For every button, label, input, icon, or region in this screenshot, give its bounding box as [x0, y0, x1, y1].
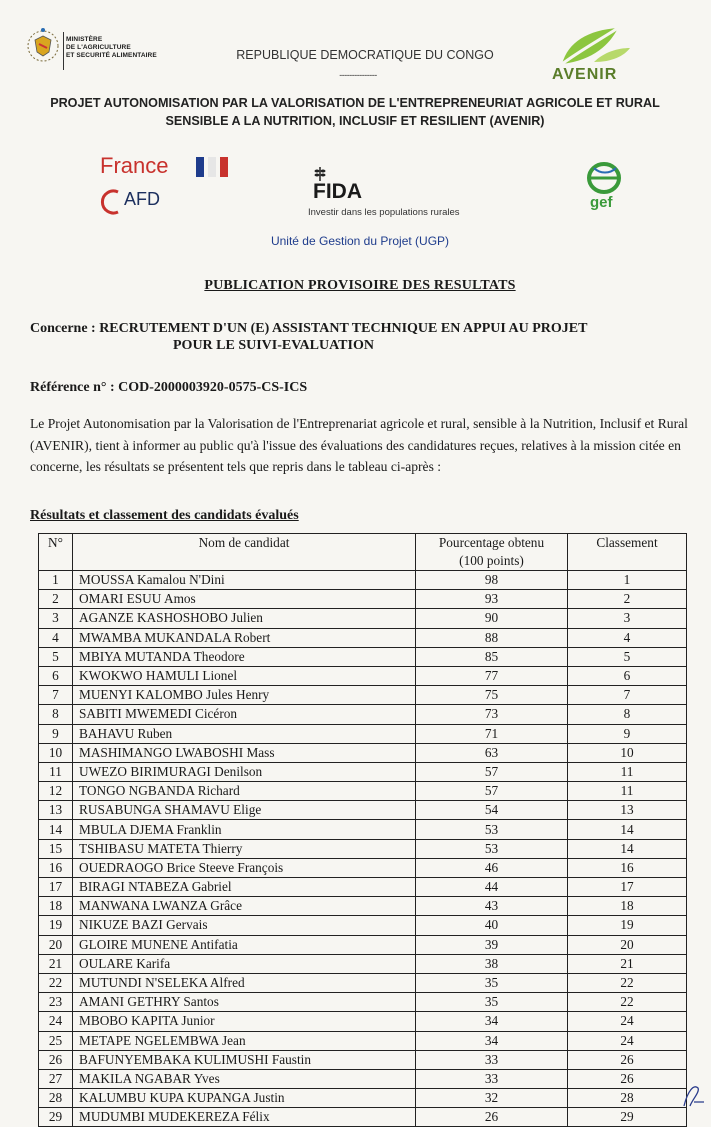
cell-percentage: 85 — [416, 647, 568, 666]
french-flag-icon — [196, 157, 230, 177]
afd-logo — [100, 188, 230, 222]
cell-num: 28 — [39, 1089, 73, 1108]
cell-percentage: 33 — [416, 1069, 568, 1088]
cell-num: 2 — [39, 590, 73, 609]
table-title: Résultats et classement des candidats évalués — [30, 508, 299, 523]
header-rank: Classement — [568, 534, 687, 571]
avenir-logo — [548, 22, 643, 84]
table-row — [39, 628, 687, 647]
cell-rank: 29 — [568, 1108, 687, 1127]
cell-percentage: 32 — [416, 1089, 568, 1108]
cell-percentage: 54 — [416, 801, 568, 820]
table-row — [39, 705, 687, 724]
cell-percentage: 57 — [416, 782, 568, 801]
table-row — [39, 782, 687, 801]
cell-name: KALUMBU KUPA KUPANGA Justin — [73, 1089, 416, 1108]
cell-rank: 1 — [568, 571, 687, 590]
cell-num: 26 — [39, 1050, 73, 1069]
table-row — [39, 724, 687, 743]
cell-name: MUENYI KALOMBO Jules Henry — [73, 686, 416, 705]
cell-rank: 4 — [568, 628, 687, 647]
cell-percentage: 75 — [416, 686, 568, 705]
cell-percentage: 88 — [416, 628, 568, 647]
ministry-line-2: DE L'AGRICULTURE — [66, 44, 131, 51]
cell-rank: 11 — [568, 762, 687, 781]
cell-name: MWAMBA MUKANDALA Robert — [73, 628, 416, 647]
cell-num: 18 — [39, 897, 73, 916]
country-title: REPUBLIQUE DEMOCRATIQUE DU CONGO — [236, 48, 494, 62]
cell-percentage: 35 — [416, 993, 568, 1012]
cell-rank: 14 — [568, 820, 687, 839]
project-title: PROJET AUTONOMISATION PAR LA VALORISATION DE L'ENTREPRENEURIAT AGRICOLE ET RURAL SENSIBLE A LA NUTRITION, INCLUSIF ET RESILIENT (AVENIR) — [50, 96, 660, 128]
ministry-logo-block — [24, 14, 174, 74]
cell-percentage: 34 — [416, 1012, 568, 1031]
cell-rank: 14 — [568, 839, 687, 858]
cell-rank: 22 — [568, 973, 687, 992]
table-row — [39, 897, 687, 916]
country-divider: --------------- — [339, 70, 377, 80]
cell-name: TONGO NGBANDA Richard — [73, 782, 416, 801]
cell-rank: 7 — [568, 686, 687, 705]
cell-rank: 26 — [568, 1069, 687, 1088]
cell-name: MAKILA NGABAR Yves — [73, 1069, 416, 1088]
cell-num: 5 — [39, 647, 73, 666]
table-row — [39, 609, 687, 628]
table-row — [39, 1069, 687, 1088]
cell-name: MANWANA LWANZA Grâce — [73, 897, 416, 916]
cell-percentage: 44 — [416, 878, 568, 897]
cell-percentage: 73 — [416, 705, 568, 724]
gef-globe-icon — [582, 160, 626, 196]
table-row — [39, 839, 687, 858]
gef-logo — [580, 160, 635, 220]
table-row — [39, 954, 687, 973]
cell-rank: 13 — [568, 801, 687, 820]
cell-num: 17 — [39, 878, 73, 897]
cell-name: GLOIRE MUNENE Antifatia — [73, 935, 416, 954]
table-row — [39, 916, 687, 935]
cell-name: BIRAGI NTABEZA Gabriel — [73, 878, 416, 897]
cell-num: 24 — [39, 1012, 73, 1031]
header-percentage-line-2: (100 points) — [459, 553, 524, 568]
table-row — [39, 1012, 687, 1031]
table-row — [39, 1089, 687, 1108]
table-row — [39, 743, 687, 762]
table-row — [39, 878, 687, 897]
cell-num: 22 — [39, 973, 73, 992]
fida-logo-text: FIDA — [313, 180, 362, 203]
wheat-icon — [313, 165, 327, 181]
afd-circle-icon — [100, 188, 124, 216]
table-row — [39, 993, 687, 1012]
france-logo — [100, 153, 240, 183]
cell-name: MASHIMANGO LWABOSHI Mass — [73, 743, 416, 762]
cell-percentage: 35 — [416, 973, 568, 992]
cell-name: MUDUMBI MUDEKEREZA Félix — [73, 1108, 416, 1127]
cell-percentage: 26 — [416, 1108, 568, 1127]
header-percentage-line-1: Pourcentage obtenu — [438, 535, 545, 550]
table-row — [39, 762, 687, 781]
cell-name: OUEDRAOGO Brice Steeve François — [73, 858, 416, 877]
cell-num: 19 — [39, 916, 73, 935]
cell-num: 9 — [39, 724, 73, 743]
cell-percentage: 63 — [416, 743, 568, 762]
table-row — [39, 973, 687, 992]
cell-rank: 11 — [568, 782, 687, 801]
concerne-line-1: Concerne : RECRUTEMENT D'UN (E) ASSISTANT TECHNIQUE EN APPUI AU PROJET — [30, 321, 588, 336]
leaf-icon — [548, 22, 638, 70]
cell-num: 8 — [39, 705, 73, 724]
cell-percentage: 38 — [416, 954, 568, 973]
cell-rank: 19 — [568, 916, 687, 935]
cell-rank: 17 — [568, 878, 687, 897]
cell-rank: 24 — [568, 1031, 687, 1050]
fida-logo — [305, 165, 505, 220]
header-num: N° — [39, 534, 73, 571]
cell-percentage: 93 — [416, 590, 568, 609]
cell-num: 25 — [39, 1031, 73, 1050]
cell-rank: 10 — [568, 743, 687, 762]
cell-percentage: 71 — [416, 724, 568, 743]
cell-name: SABITI MWEMEDI Cicéron — [73, 705, 416, 724]
cell-name: KWOKWO HAMULI Lionel — [73, 666, 416, 685]
cell-percentage: 34 — [416, 1031, 568, 1050]
cell-rank: 22 — [568, 993, 687, 1012]
cell-rank: 20 — [568, 935, 687, 954]
table-row — [39, 686, 687, 705]
table-row — [39, 935, 687, 954]
cell-num: 11 — [39, 762, 73, 781]
cell-percentage: 53 — [416, 820, 568, 839]
cell-name: MBULA DJEMA Franklin — [73, 820, 416, 839]
unit-title: Unité de Gestion du Projet (UGP) — [270, 234, 450, 248]
cell-num: 1 — [39, 571, 73, 590]
results-table — [38, 533, 687, 1127]
france-logo-text: France — [100, 153, 169, 178]
cell-rank: 2 — [568, 590, 687, 609]
fida-tagline: Investir dans les populations rurales — [308, 207, 460, 218]
avenir-logo-text: AVENIR — [552, 66, 618, 83]
cell-rank: 16 — [568, 858, 687, 877]
signature-mark-icon — [680, 1080, 708, 1110]
cell-name: MOUSSA Kamalou N'Dini — [73, 571, 416, 590]
cell-rank: 26 — [568, 1050, 687, 1069]
cell-num: 23 — [39, 993, 73, 1012]
cell-num: 15 — [39, 839, 73, 858]
cell-percentage: 43 — [416, 897, 568, 916]
cell-name: MBOBO KAPITA Junior — [73, 1012, 416, 1031]
cell-rank: 3 — [568, 609, 687, 628]
cell-rank: 8 — [568, 705, 687, 724]
cell-rank: 21 — [568, 954, 687, 973]
table-row — [39, 666, 687, 685]
cell-num: 7 — [39, 686, 73, 705]
cell-num: 29 — [39, 1108, 73, 1127]
cell-percentage: 90 — [416, 609, 568, 628]
table-row — [39, 590, 687, 609]
cell-num: 10 — [39, 743, 73, 762]
ministry-line-3: ET SECURITÉ ALIMENTAIRE — [66, 52, 157, 59]
cell-rank: 6 — [568, 666, 687, 685]
cell-percentage: 77 — [416, 666, 568, 685]
cell-percentage: 39 — [416, 935, 568, 954]
cell-name: OMARI ESUU Amos — [73, 590, 416, 609]
table-row — [39, 858, 687, 877]
gef-logo-text: gef — [590, 194, 613, 211]
cell-num: 27 — [39, 1069, 73, 1088]
cell-num: 12 — [39, 782, 73, 801]
ministry-line-1: MINISTÈRE — [66, 36, 103, 43]
cell-name: AGANZE KASHOSHOBO Julien — [73, 609, 416, 628]
cell-name: BAHAVU Ruben — [73, 724, 416, 743]
cell-name: TSHIBASU MATETA Thierry — [73, 839, 416, 858]
publication-title: PUBLICATION PROVISOIRE DES RESULTATS — [204, 278, 516, 293]
cell-name: NIKUZE BAZI Gervais — [73, 916, 416, 935]
cell-percentage: 57 — [416, 762, 568, 781]
cell-percentage: 98 — [416, 571, 568, 590]
cell-percentage: 53 — [416, 839, 568, 858]
concerne-block — [30, 320, 700, 354]
cell-name: AMANI GETHRY Santos — [73, 993, 416, 1012]
table-header-row — [39, 534, 687, 571]
cell-rank: 9 — [568, 724, 687, 743]
cell-name: METAPE NGELEMBWA Jean — [73, 1031, 416, 1050]
cell-num: 4 — [39, 628, 73, 647]
cell-percentage: 33 — [416, 1050, 568, 1069]
cell-name: MBIYA MUTANDA Theodore — [73, 647, 416, 666]
coat-of-arms-icon — [24, 22, 62, 70]
cell-num: 21 — [39, 954, 73, 973]
cell-num: 16 — [39, 858, 73, 877]
cell-num: 6 — [39, 666, 73, 685]
table-row — [39, 820, 687, 839]
table-row — [39, 1050, 687, 1069]
intro-paragraph: Le Projet Autonomisation par la Valorisation de l'Entreprenariat agricole et rural, sensible à la Nutrition, Inclusif et Rural (AVENIR), tient à informer au public qu'à l'issue des évaluations des candidatures reçues, relatives à la mission citée en concerne, les résultats se présentent tels que repris dans le tableau ci-après : — [30, 416, 688, 474]
cell-rank: 28 — [568, 1089, 687, 1108]
cell-percentage: 40 — [416, 916, 568, 935]
cell-name: RUSABUNGA SHAMAVU Elige — [73, 801, 416, 820]
header-percentage — [416, 534, 568, 571]
table-row — [39, 1108, 687, 1127]
cell-rank: 18 — [568, 897, 687, 916]
cell-num: 14 — [39, 820, 73, 839]
cell-name: BAFUNYEMBAKA KULIMUSHI Faustin — [73, 1050, 416, 1069]
reference-number: Référence n° : COD-2000003920-0575-CS-ICS — [30, 380, 308, 395]
cell-num: 3 — [39, 609, 73, 628]
header-name: Nom de candidat — [73, 534, 416, 571]
table-row — [39, 1031, 687, 1050]
cell-name: OULARE Karifa — [73, 954, 416, 973]
cell-rank: 5 — [568, 647, 687, 666]
cell-name: MUTUNDI N'SELEKA Alfred — [73, 973, 416, 992]
cell-name: UWEZO BIRIMURAGI Denilson — [73, 762, 416, 781]
table-row — [39, 571, 687, 590]
cell-num: 13 — [39, 801, 73, 820]
table-row — [39, 801, 687, 820]
table-row — [39, 647, 687, 666]
afd-logo-text: AFD — [124, 189, 160, 209]
concerne-line-2: POUR LE SUIVI-EVALUATION — [173, 338, 374, 353]
cell-rank: 24 — [568, 1012, 687, 1031]
cell-num: 20 — [39, 935, 73, 954]
cell-percentage: 46 — [416, 858, 568, 877]
